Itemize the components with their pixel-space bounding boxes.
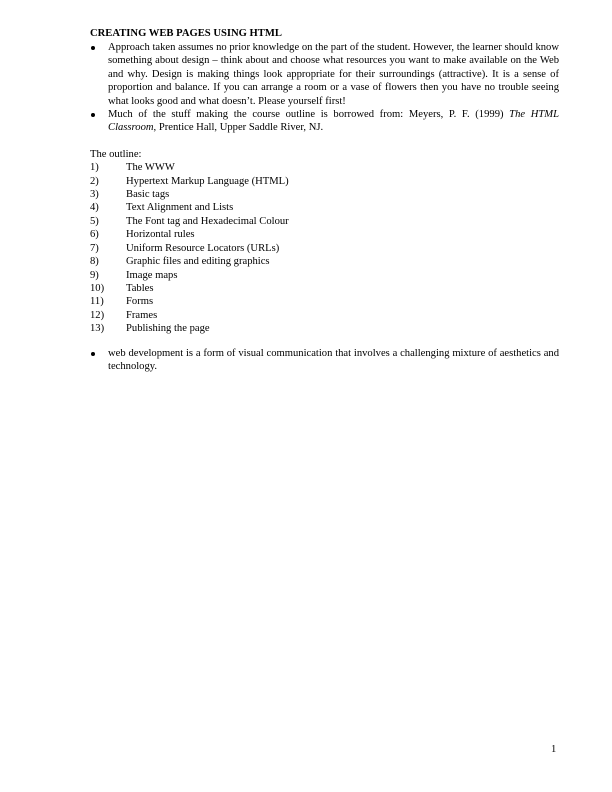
outline-item-number: 11): [90, 296, 104, 308]
final-bullet: [90, 347, 559, 374]
source-bullet: [90, 108, 559, 135]
outline-item-number: 5): [90, 215, 99, 227]
source-suffix: , Prentice Hall, Upper Saddle River, NJ.: [153, 122, 324, 134]
document-page: [90, 27, 559, 373]
outline-item-text: Image maps: [126, 269, 178, 281]
outline-item: [90, 255, 559, 268]
page-number: 1: [551, 744, 557, 755]
outline-item: [90, 322, 559, 335]
outline-item: [90, 215, 559, 228]
outline-item-text: Graphic files and editing graphics: [126, 256, 270, 268]
outline-item: [90, 201, 559, 214]
outline-item: [90, 188, 559, 201]
outline-item-text: Text Alignment and Lists: [126, 202, 234, 214]
outline-item-number: 9): [90, 269, 99, 281]
outline-list: [90, 161, 559, 335]
outline-item-text: Tables: [126, 282, 154, 294]
outline-item-number: 6): [90, 229, 99, 241]
outline-item-number: 3): [90, 189, 99, 201]
outline-item: [90, 175, 559, 188]
outline-item-text: Frames: [126, 309, 158, 321]
source-book-title: The HTML Classroom: [108, 109, 559, 134]
outline-item-number: 4): [90, 202, 99, 214]
outline-item-text: Horizontal rules: [126, 229, 195, 241]
outline-item: [90, 242, 559, 255]
final-bullet-text: web development is a form of visual communication that involves a challenging mixture of aesthetics and technology.: [108, 347, 559, 372]
outline-item: [90, 295, 559, 308]
outline-item-text: Forms: [126, 296, 154, 308]
outline-item-number: 2): [90, 175, 99, 187]
outline-item-number: 1): [90, 162, 99, 174]
outline-item: [90, 309, 559, 322]
outline-item: [90, 269, 559, 282]
outline-item-text: The Font tag and Hexadecimal Colour: [126, 215, 289, 227]
final-bullet-list: [90, 347, 559, 374]
document-title: CREATING WEB PAGES USING HTML: [90, 28, 282, 39]
outline-item: [90, 282, 559, 295]
outline-item: [90, 228, 559, 241]
source-prefix: Much of the stuff making the course outline is borrowed from: Meyers, P. F. (1999): [108, 109, 510, 121]
outline-item: [90, 161, 559, 174]
outline-item-number: 10): [90, 282, 105, 294]
intro-bullet: [90, 41, 559, 108]
outline-item-number: 13): [90, 323, 105, 335]
outline-item-text: Hypertext Markup Language (HTML): [126, 175, 289, 187]
outline-item-text: The WWW: [126, 162, 175, 174]
intro-bullet-text: Approach taken assumes no prior knowledge on the part of the student. However, the learner should know something about design – think about and choose what resources you want to make available on the Web and why. Design is making things look appropriate for their surroundings (attractive). It is a sense of proportion and balance. If you can arrange a room or a vase of flowers then you have no trouble seeing what looks good and what doesn’t. Please yourself first!: [108, 42, 559, 107]
outline-item-number: 8): [90, 256, 99, 268]
outline-item-text: Basic tags: [126, 189, 170, 201]
outline-item-number: 7): [90, 242, 99, 254]
intro-bullet-list: [90, 41, 559, 135]
outline-heading: The outline:: [90, 148, 142, 160]
outline-item-text: Publishing the page: [126, 323, 210, 335]
outline-item-number: 12): [90, 309, 105, 321]
outline-item-text: Uniform Resource Locators (URLs): [126, 242, 280, 254]
